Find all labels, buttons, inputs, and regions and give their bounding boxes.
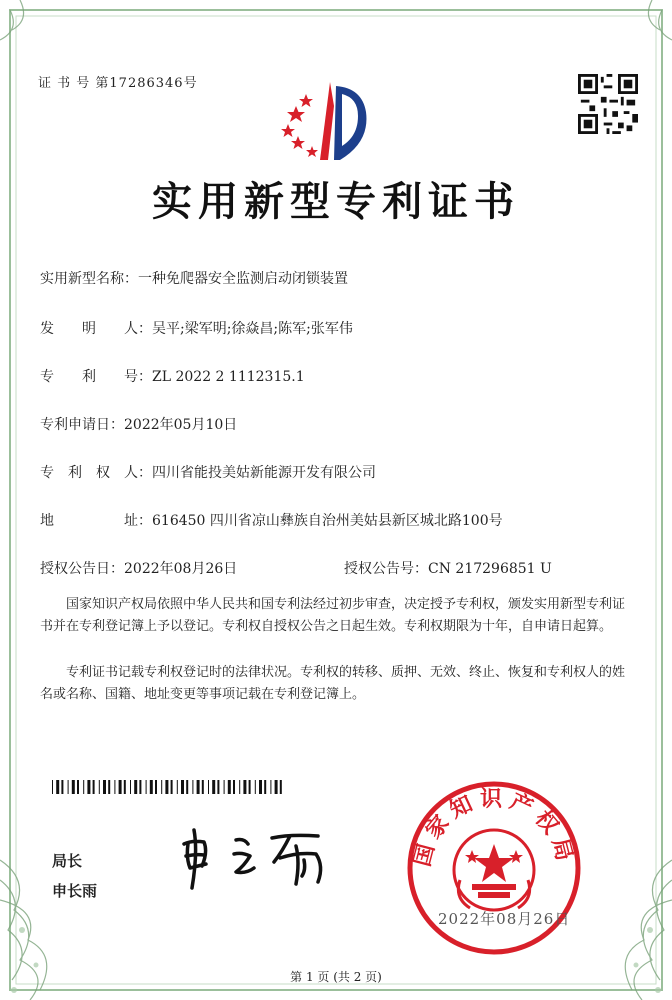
field-label: 实用新型名称： bbox=[40, 271, 138, 287]
certificate-title: 实用新型专利证书 bbox=[152, 179, 520, 225]
field-grant-number bbox=[344, 558, 552, 578]
certificate-number: 证 书 号 第17286346号 bbox=[38, 76, 198, 91]
field-value: 2022年08月26日 bbox=[124, 561, 238, 577]
field-label: 专利申请日： bbox=[40, 417, 124, 433]
field-inventor bbox=[40, 318, 353, 338]
field-utility-name bbox=[40, 268, 348, 288]
field-patentee bbox=[40, 462, 376, 482]
field-label: 发 明 人： bbox=[40, 321, 152, 337]
field-value: 2022年05月10日 bbox=[124, 417, 238, 433]
field-value: 吴平;梁军明;徐焱昌;陈军;张军伟 bbox=[152, 321, 353, 337]
page-indicator: 第 1 页 (共 2 页) bbox=[290, 970, 382, 984]
field-label: 专 利 号： bbox=[40, 369, 152, 385]
signer-name: 申长雨 bbox=[52, 882, 98, 900]
seal-text: 国家知识产权局 bbox=[410, 787, 578, 870]
field-value: 616450 四川省凉山彝族自治州美姑县新区城北路100号 bbox=[152, 513, 503, 529]
field-application-date bbox=[40, 414, 237, 434]
field-label: 专 利 权 人： bbox=[40, 465, 152, 481]
legal-paragraph-2: 专利证书记载专利权登记时的法律状况。专利权的转移、质押、无效、终止、恢复和专利权人的姓名或名称、国籍、地址变更等事项记载在专利登记簿上。 bbox=[40, 665, 626, 702]
field-patent-number bbox=[40, 366, 305, 386]
seal-date: 2022年08月26日 bbox=[438, 910, 571, 928]
field-grant-date bbox=[40, 558, 237, 578]
legal-paragraph-1: 国家知识产权局依照中华人民共和国专利法经过初步审查，决定授予专利权，颁发实用新型专利证书并在专利登记簿上予以登记。专利权自授权公告之日起生效。专利权期限为十年，自申请日起算。 bbox=[40, 597, 626, 634]
field-value: CN 217296851 U bbox=[428, 561, 552, 577]
signer-title: 局长 bbox=[52, 852, 83, 870]
qr-code bbox=[578, 74, 638, 134]
handwritten-signature bbox=[178, 822, 338, 892]
field-label: 授权公告日： bbox=[40, 561, 124, 577]
field-label: 授权公告号： bbox=[344, 561, 428, 577]
barcode bbox=[52, 780, 284, 794]
field-address bbox=[40, 510, 503, 530]
field-label: 地 址： bbox=[40, 513, 152, 529]
field-value: ZL 2022 2 1112315.1 bbox=[152, 369, 305, 385]
field-value: 一种免爬器安全监测启动闭锁装置 bbox=[138, 271, 348, 287]
field-value: 四川省能投美姑新能源开发有限公司 bbox=[152, 465, 376, 481]
official-seal bbox=[404, 778, 584, 958]
cnipa-logo bbox=[278, 76, 378, 166]
